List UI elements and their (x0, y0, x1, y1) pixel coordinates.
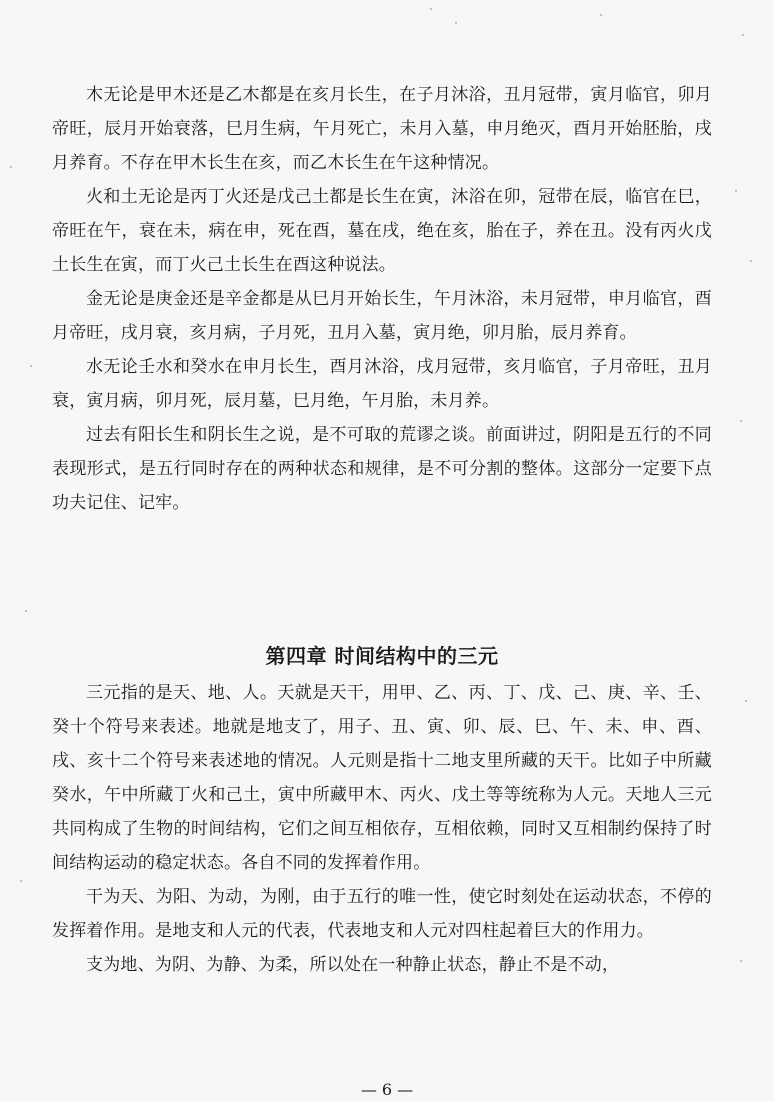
scan-speck (430, 8, 432, 10)
paragraph-water: 水无论壬水和癸水在申月长生，酉月沐浴，戌月冠带，亥月临官，子月帝旺，丑月衰，寅月病，卯月死，辰月墓，巳月绝，午月胎，未月养。 (52, 357, 712, 411)
page-number: — 6 — (360, 1080, 414, 1099)
scan-speck (20, 880, 22, 882)
scan-speck (600, 14, 602, 16)
paragraph-three-elements-intro: 三元指的是天、地、人。天就是天干，用甲、乙、丙、丁、戊、己、庚、辛、壬、癸十个符号来表述。地就是地支了，用子、丑、寅、卯、辰、巳、午、未、申、酉、戌、亥十二个符号来表述地的情况。人元则是指十二地支里所藏的天干。比如子中所藏癸水，午中所藏丁火和己土，寅中所藏甲木、丙火、戊土等等统称为人元。天地人三元共同构成了生物的时间结构，它们之间互相依存，互相依赖，同时又互相制约保持了时间结构运动的稳定状态。各自不同的发挥着作用。 (52, 683, 712, 873)
scan-speck (742, 34, 744, 36)
paragraph-wood: 木无论是甲木还是乙木都是在亥月长生，在子月沐浴，丑月冠带，寅月临官，卯月帝旺，辰月开始衰落，巳月生病，午月死亡，未月入墓，申月绝灭，酉月开始胚胎，戌月养育。不存在甲木长生在亥，而乙木长生在午这种情况。 (52, 85, 712, 173)
paragraph-yin-yang-note: 过去有阳长生和阴长生之说，是不可取的荒谬之谈。前面讲过，阴阳是五行的不同表现形式，是五行同时存在的两种状态和规律，是不可分割的整体。这部分一定要下点功夫记住、记牢。 (52, 425, 712, 513)
scan-speck (25, 610, 27, 612)
paragraph-earthly-branches: 支为地、为阴、为静、为柔，所以处在一种静止状态，静止不是不动， (86, 955, 620, 975)
chapter-title: 第四章 时间结构中的三元 (265, 644, 499, 668)
section-three-elements (52, 676, 712, 982)
scan-speck (735, 190, 737, 192)
scan-speck (455, 22, 457, 24)
scan-speck (740, 420, 742, 422)
scan-speck (740, 960, 742, 962)
scan-speck (30, 365, 32, 367)
section-five-elements-growth (52, 78, 712, 520)
paragraph-heavenly-stems: 干为天、为阳、为动，为刚，由于五行的唯一性，使它时刻处在运动状态，不停的发挥着作用。是地支和人元的代表，代表地支和人元对四柱起着巨大的作用力。 (52, 887, 712, 941)
scan-speck (10, 166, 12, 168)
scan-speck (745, 700, 747, 702)
paragraph-fire-earth: 火和土无论是丙丁火还是戊己土都是长生在寅，沐浴在卯，冠带在辰，临官在巳，帝旺在午，衰在未，病在申，死在酉，墓在戌，绝在亥，胎在子，养在丑。没有丙火戊土长生在寅，而丁火己土长生在酉这种说法。 (52, 187, 712, 275)
paragraph-metal: 金无论是庚金还是辛金都是从巳月开始长生，午月沐浴，未月冠带，申月临官，酉月帝旺，戌月衰，亥月病，子月死，丑月入墓，寅月绝，卯月胎，辰月养育。 (52, 289, 712, 343)
scan-speck (750, 260, 752, 262)
